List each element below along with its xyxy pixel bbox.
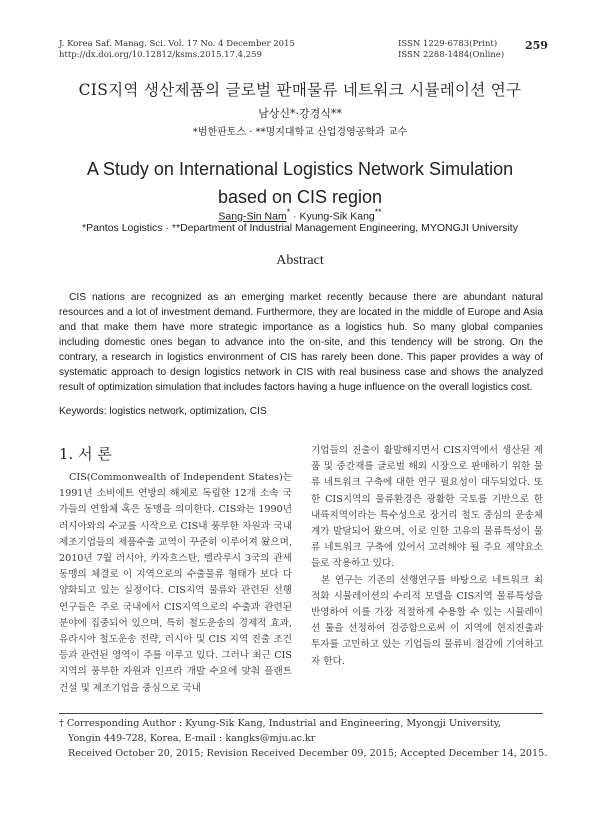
body-column-right [311, 443, 543, 670]
body-paragraph: CIS(Commonwealth of Independent States)는 1991년 소비에트 연방의 해체로 독립한 12개 소속 국가들의 연합체 혹은 동맹을 의미한다. CIS와는 1990년 러시아와의 수교를 시작으로 CIS내 풍부한 자원과 국내 제조기업들의 제품수출 교역이 꾸준히 이루어져 왔으며, 2010년 7월 러시아, 카자흐스탄, 벨라루시 3국의 관세동맹의 체결로 이 지역으로의 수출물류 형태가 보다 다양화되고 있는 실정이다. CIS지역 물류와 관련된 선행연구들은 주로 국내에서 CIS지역으로의 수출과 관련된 분야에 집중되어 있으며, 특히 철도운송의 경제적 효과, 유라시아 철도운송 전략, 러시아 및 CIS 지역 진출 조건 등과 관련된 영역이 주를 이루고 있다. 그러나 최근 CIS지역의 풍부한 자원과 인프라 개발 수요에 맞춰 플랜트 건설 및 제조기업을 중심으로 국내 [59, 472, 292, 694]
author-1: Sang-Sin Nam [218, 210, 287, 223]
english-title [0, 155, 600, 211]
running-header-right [398, 39, 504, 61]
footnote-corresponding-author: † Corresponding Author : Kyung-Sik Kang, Industrial and Engineering, Myongji University, [59, 718, 501, 729]
keywords: Keywords: logistics network, optimization, CIS [59, 406, 267, 417]
abstract-paragraph: CIS nations are recognized as an emerging market recently because there are abundant natural resources and a lot of investment demand. Furthermore, they are located in the middle of Europe and Asia and that make them have more strategic importance as a logistics hub. So many global companies including domestic ones began to advance into the on-site, and this tendency will be strong. On the contrary, a research in logistics environment of CIS has rarely been done. This paper provides a way of systematic approach to design logistics network in CIS with real business case and shows the analyzed result of optimization simulation that includes factors having a huge influence on the overall logistics cost. [59, 292, 543, 393]
abstract-body [59, 290, 543, 395]
abstract-heading: Abstract [276, 253, 324, 268]
korean-title: CIS지역 생산제품의 글로벌 판매물류 네트워크 시뮬레이션 연구 [78, 81, 522, 99]
issn-print: ISSN 1229-6783(Print) [398, 39, 498, 49]
doi-link[interactable]: http://dx.doi.org/10.12812/ksms.2015.17.4.259 [59, 50, 262, 60]
body-paragraph: 기업들의 진출이 활발해지면서 CIS지역에서 생산된 제품 및 중간재를 글로벌 해외 시장으로 판매하기 위한 물류 네트워크 구축에 대한 연구 필요성이 대두되었다. 또한 CIS지역의 물류환경은 광활한 국토를 기반으로 한 내륙지역이라는 특수성으로 장거리 철도 중심의 운송체계가 발달되어 왔으며, 이로 인한 고유의 물류특성이 물류 네트워크 구축에 있어서 고려해야 될 주요 제약요소들로 작용하고 있다. [311, 445, 543, 570]
issn-online: ISSN 2288-1484(Online) [398, 50, 505, 60]
author-1-mark: * [286, 207, 291, 217]
english-title-line2: based on CIS region [217, 187, 383, 207]
author-2: Kyung-Sik Kang [299, 210, 375, 223]
english-authors [0, 207, 600, 223]
journal-citation: J. Korea Saf. Manag. Sci. Vol. 17 No. 4 December 2015 [59, 39, 295, 49]
footnote-rule [59, 713, 543, 714]
english-affiliations: *Pantos Logistics · **Department of Industrial Management Engineering, MYONGJI University [82, 222, 518, 234]
page-number: 259 [525, 39, 548, 52]
body-column-left [59, 470, 292, 697]
section-heading-introduction: 1. 서 론 [59, 445, 112, 463]
footnote-received-dates: Received October 20, 2015; Revision Received December 09, 2015; Accepted December 14, 2015. [68, 748, 548, 759]
body-paragraph: 본 연구는 기존의 선행연구를 바탕으로 네트워크 최적화 시뮬레이션의 수리적 모델을 CIS지역 물류특성을 반영하여 이를 가장 적절하게 수용할 수 있는 시뮬레이션 툴을 선정하여 검증함으로써 이 지역에 현지진출과 투자를 고민하고 있는 기업들의 물류비 절감에 기여하고자 한다. [311, 574, 543, 667]
korean-affiliations: *범한판토스 · **명지대학교 산업경영공학과 교수 [192, 127, 408, 138]
running-header-left [59, 39, 295, 61]
english-title-line1: A Study on International Logistics Network Simulation [86, 159, 514, 179]
author-separator: · [290, 210, 300, 223]
footnote-address: Yongin 449-728, Korea, E-mail : kangks@mju.ac.kr [68, 733, 316, 744]
korean-authors: 남상신*·강경식** [258, 107, 342, 120]
author-2-mark: ** [374, 207, 382, 217]
